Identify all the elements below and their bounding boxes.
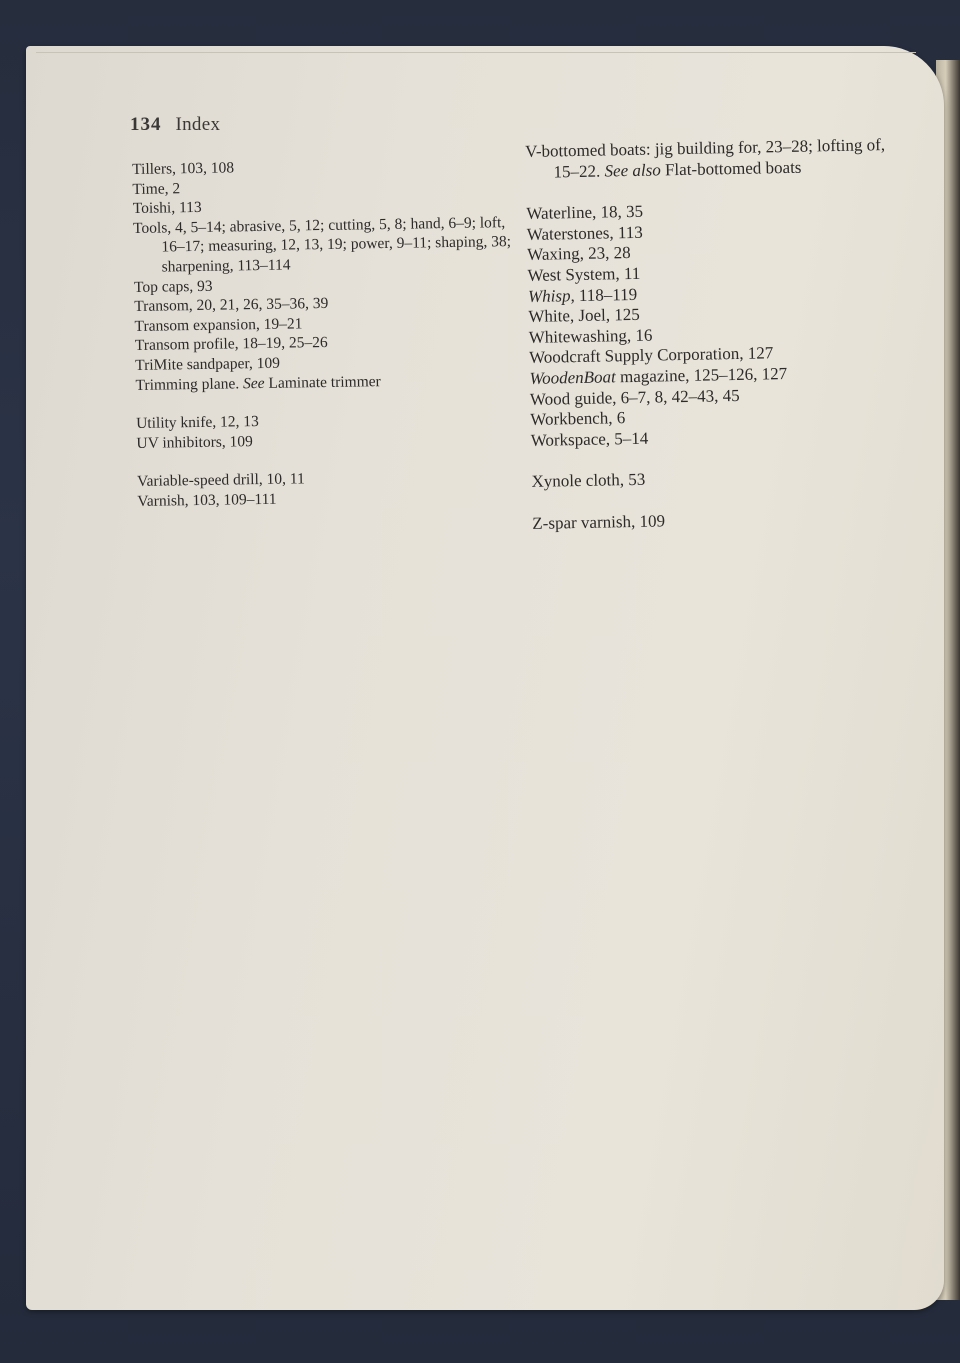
- index-entry-text: Waterstones, 113: [526, 222, 643, 244]
- index-entry-text: Waterline, 18, 35: [526, 201, 644, 224]
- index-entry-italic-text: WoodenBoat: [529, 367, 616, 388]
- index-entry-text: Transom profile, 18–19, 25–26: [134, 334, 328, 355]
- page-number: 134: [130, 114, 162, 135]
- index-entry-text: Top caps, 93: [133, 277, 213, 296]
- index-entry-italic-text: Whisp: [527, 285, 571, 306]
- index-entry-text: Z-spar varnish, 109: [532, 511, 666, 533]
- index-entry-text: Variable-speed drill, 10, 11: [136, 470, 305, 491]
- index-entry-text: Wood guide, 6–7, 8, 42–43, 45: [529, 385, 740, 409]
- index-entry-text: Utility knife, 12, 13: [136, 413, 259, 433]
- index-entry-text: Flat-bottomed boats: [660, 157, 802, 179]
- index-entry-text: Whitewashing, 16: [528, 325, 653, 347]
- page-stack-edge: [36, 52, 916, 61]
- index-entry-text: Tools, 4, 5–14; abrasive, 5, 12; cutting, 5, 8; hand, 6–9; loft, 16–17; measuring, 12, 13, 19; power, 9–11; shaping, 38; sharpening, 113–114: [132, 213, 512, 276]
- running-header: [130, 114, 220, 136]
- index-column-left: [132, 154, 517, 511]
- index-entry-text: UV inhibitors, 109: [136, 432, 253, 452]
- index-column-right: [525, 135, 912, 535]
- index-entry-text: West System, 11: [527, 263, 641, 285]
- index-entry-text: Woodcraft Supply Corporation, 127: [528, 343, 774, 368]
- index-entry-text: Time, 2: [132, 179, 181, 198]
- index-entry-text: Trimming plane.: [135, 374, 244, 394]
- index-entry-text: , 118–119: [570, 284, 638, 305]
- index-entry-text: Toishi, 113: [132, 199, 202, 218]
- index-entry-text: V-bottomed boats: jig building for, 23–28; lofting of, 15–22.: [525, 135, 886, 182]
- index-entry-text: TriMite sandpaper, 109: [135, 354, 281, 374]
- index-entry-italic-text: See: [242, 374, 265, 392]
- index-entry-text: Workbench, 6: [530, 408, 626, 430]
- index-entry-text: Waxing, 23, 28: [526, 243, 631, 265]
- index-entry-text: White, Joel, 125: [528, 304, 640, 327]
- index-entry-text: Transom, 20, 21, 26, 35–36, 39: [134, 295, 329, 316]
- index-entry-text: Transom expansion, 19–21: [134, 315, 303, 335]
- index-entry-text: Tillers, 103, 108: [132, 159, 235, 178]
- index-entry-italic-text: See also: [604, 159, 661, 181]
- index-entry-text: Xynole cloth, 53: [531, 470, 646, 492]
- index-entry-text: magazine, 125–126, 127: [615, 363, 788, 387]
- index-entry: [133, 213, 514, 278]
- section-title: Index: [175, 114, 221, 135]
- index-entry-text: Laminate trimmer: [264, 372, 381, 392]
- index-entry: [525, 135, 906, 183]
- index-entry-text: Workspace, 5–14: [530, 428, 649, 450]
- index-entry-text: Varnish, 103, 109–111: [137, 490, 277, 510]
